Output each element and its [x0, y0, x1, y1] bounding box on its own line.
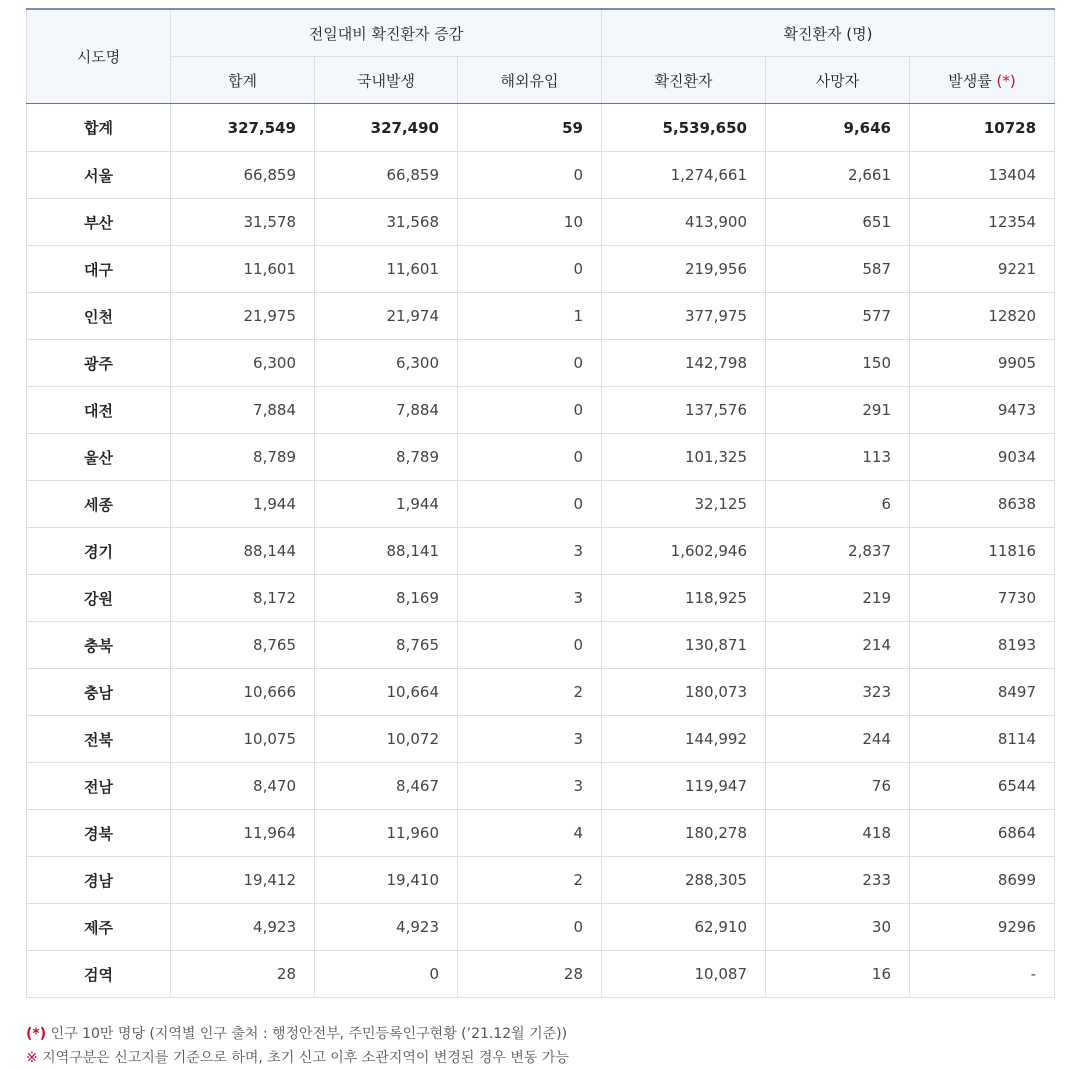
region-name-cell: 검역: [27, 951, 171, 998]
region-name-cell: 대구: [27, 246, 171, 293]
total-cell: 88,144: [171, 528, 315, 575]
total-cell: 19,412: [171, 857, 315, 904]
confirmed-group-header: 확진환자 (명): [602, 9, 1055, 57]
table-row: [27, 246, 1055, 293]
region-name-cell: 부산: [27, 199, 171, 246]
table-row: [27, 199, 1055, 246]
domestic-cell: 11,601: [315, 246, 458, 293]
total-cell: 10,075: [171, 716, 315, 763]
total-cell: 66,859: [171, 152, 315, 199]
deaths-column-header: 사망자: [766, 57, 910, 104]
region-column-header: 시도명: [27, 9, 171, 104]
deaths-cell: 214: [766, 622, 910, 669]
region-name-cell: 충북: [27, 622, 171, 669]
overseas-cell: 0: [458, 340, 602, 387]
region-name-cell: 울산: [27, 434, 171, 481]
table-row: [27, 810, 1055, 857]
domestic-cell: 19,410: [315, 857, 458, 904]
overseas-cell: 0: [458, 904, 602, 951]
region-name-cell: 경남: [27, 857, 171, 904]
incidence-cell: 10728: [910, 104, 1055, 152]
footnote-incidence: [26, 1022, 569, 1046]
covid-regional-table: [26, 8, 1055, 998]
total-cell: 327,549: [171, 104, 315, 152]
overseas-cell: 10: [458, 199, 602, 246]
overseas-cell: 0: [458, 152, 602, 199]
total-cell: 10,666: [171, 669, 315, 716]
domestic-cell: 21,974: [315, 293, 458, 340]
incidence-cell: 13404: [910, 152, 1055, 199]
overseas-cell: 4: [458, 810, 602, 857]
total-cell: 8,789: [171, 434, 315, 481]
total-cell: 11,964: [171, 810, 315, 857]
overseas-cell: 3: [458, 575, 602, 622]
confirmed-cell: 142,798: [602, 340, 766, 387]
region-name-cell: 경기: [27, 528, 171, 575]
table-row: [27, 716, 1055, 763]
deaths-cell: 2,837: [766, 528, 910, 575]
confirmed-cell: 118,925: [602, 575, 766, 622]
overseas-column-header: 해외유입: [458, 57, 602, 104]
domestic-cell: 1,944: [315, 481, 458, 528]
domestic-cell: 10,664: [315, 669, 458, 716]
total-cell: 8,765: [171, 622, 315, 669]
incidence-column-label: 발생률: [948, 71, 992, 90]
domestic-cell: 7,884: [315, 387, 458, 434]
overseas-cell: 2: [458, 669, 602, 716]
region-name-cell: 인천: [27, 293, 171, 340]
overseas-cell: 2: [458, 857, 602, 904]
total-cell: 7,884: [171, 387, 315, 434]
reference-mark-icon: ※: [26, 1050, 38, 1066]
region-name-cell: 광주: [27, 340, 171, 387]
table-row: [27, 575, 1055, 622]
deaths-cell: 150: [766, 340, 910, 387]
domestic-cell: 6,300: [315, 340, 458, 387]
domestic-cell: 8,169: [315, 575, 458, 622]
deaths-cell: 76: [766, 763, 910, 810]
overseas-cell: 0: [458, 481, 602, 528]
confirmed-cell: 101,325: [602, 434, 766, 481]
stats-table-container: [26, 8, 1054, 998]
overseas-cell: 0: [458, 622, 602, 669]
incidence-cell: 8193: [910, 622, 1055, 669]
region-name-cell: 전북: [27, 716, 171, 763]
deaths-cell: 16: [766, 951, 910, 998]
incidence-cell: 12354: [910, 199, 1055, 246]
deaths-cell: 6: [766, 481, 910, 528]
domestic-cell: 0: [315, 951, 458, 998]
deaths-cell: 587: [766, 246, 910, 293]
region-name-cell: 경북: [27, 810, 171, 857]
confirmed-cell: 119,947: [602, 763, 766, 810]
deaths-cell: 651: [766, 199, 910, 246]
incidence-cell: 12820: [910, 293, 1055, 340]
region-name-cell: 합계: [27, 104, 171, 152]
table-body: [27, 104, 1055, 998]
deaths-cell: 219: [766, 575, 910, 622]
total-cell: 8,172: [171, 575, 315, 622]
overseas-cell: 0: [458, 246, 602, 293]
confirmed-cell: 137,576: [602, 387, 766, 434]
overseas-cell: 3: [458, 716, 602, 763]
overseas-cell: 1: [458, 293, 602, 340]
confirmed-cell: 180,278: [602, 810, 766, 857]
table-row: [27, 904, 1055, 951]
region-name-cell: 제주: [27, 904, 171, 951]
table-row: [27, 857, 1055, 904]
table-row: [27, 669, 1055, 716]
footnotes: [26, 1022, 569, 1070]
table-row: [27, 528, 1055, 575]
overseas-cell: 28: [458, 951, 602, 998]
total-cell: 1,944: [171, 481, 315, 528]
deaths-cell: 577: [766, 293, 910, 340]
confirmed-cell: 288,305: [602, 857, 766, 904]
table-row: [27, 387, 1055, 434]
incidence-column-header: [910, 57, 1055, 104]
total-column-header: 합계: [171, 57, 315, 104]
overseas-cell: 3: [458, 528, 602, 575]
confirmed-cell: 62,910: [602, 904, 766, 951]
total-cell: 28: [171, 951, 315, 998]
confirmed-cell: 377,975: [602, 293, 766, 340]
table-header: [27, 9, 1055, 104]
confirmed-cell: 5,539,650: [602, 104, 766, 152]
daily-change-group-header: 전일대비 확진환자 증감: [171, 9, 602, 57]
deaths-cell: 323: [766, 669, 910, 716]
footnote-region-text: 지역구분은 신고지를 기준으로 하며, 초기 신고 이후 소관지역이 변경된 경우 변동 가능: [37, 1050, 569, 1066]
total-cell: 4,923: [171, 904, 315, 951]
deaths-cell: 418: [766, 810, 910, 857]
table-row: [27, 152, 1055, 199]
incidence-cell: 7730: [910, 575, 1055, 622]
incidence-cell: 9034: [910, 434, 1055, 481]
incidence-cell: 9221: [910, 246, 1055, 293]
total-cell: 31,578: [171, 199, 315, 246]
domestic-cell: 11,960: [315, 810, 458, 857]
confirmed-cell: 10,087: [602, 951, 766, 998]
deaths-cell: 233: [766, 857, 910, 904]
incidence-cell: 9905: [910, 340, 1055, 387]
table-row: [27, 434, 1055, 481]
incidence-cell: 9296: [910, 904, 1055, 951]
incidence-cell: 6864: [910, 810, 1055, 857]
domestic-cell: 8,789: [315, 434, 458, 481]
table-row: [27, 763, 1055, 810]
domestic-cell: 31,568: [315, 199, 458, 246]
overseas-cell: 0: [458, 434, 602, 481]
incidence-footnote-mark: (*): [996, 71, 1016, 90]
incidence-cell: 8699: [910, 857, 1055, 904]
table-row: [27, 622, 1055, 669]
incidence-cell: -: [910, 951, 1055, 998]
region-name-cell: 대전: [27, 387, 171, 434]
total-cell: 21,975: [171, 293, 315, 340]
table-total-row: [27, 104, 1055, 152]
domestic-column-header: 국내발생: [315, 57, 458, 104]
incidence-cell: 8497: [910, 669, 1055, 716]
table-row: [27, 481, 1055, 528]
overseas-cell: 59: [458, 104, 602, 152]
domestic-cell: 8,467: [315, 763, 458, 810]
domestic-cell: 8,765: [315, 622, 458, 669]
total-cell: 8,470: [171, 763, 315, 810]
region-name-cell: 서울: [27, 152, 171, 199]
domestic-cell: 66,859: [315, 152, 458, 199]
domestic-cell: 327,490: [315, 104, 458, 152]
deaths-cell: 9,646: [766, 104, 910, 152]
region-name-cell: 세종: [27, 481, 171, 528]
deaths-cell: 291: [766, 387, 910, 434]
domestic-cell: 88,141: [315, 528, 458, 575]
table-row: [27, 340, 1055, 387]
region-name-cell: 전남: [27, 763, 171, 810]
domestic-cell: 10,072: [315, 716, 458, 763]
incidence-cell: 6544: [910, 763, 1055, 810]
confirmed-cell: 1,602,946: [602, 528, 766, 575]
region-name-cell: 충남: [27, 669, 171, 716]
incidence-cell: 8638: [910, 481, 1055, 528]
deaths-cell: 113: [766, 434, 910, 481]
overseas-cell: 0: [458, 387, 602, 434]
footnote-incidence-text: 인구 10만 명당 (지역별 인구 출처 : 행정안전부, 주민등록인구현황 (’21.12월 기준)): [46, 1026, 568, 1042]
confirmed-cell: 144,992: [602, 716, 766, 763]
deaths-cell: 244: [766, 716, 910, 763]
incidence-cell: 9473: [910, 387, 1055, 434]
confirmed-cell: 180,073: [602, 669, 766, 716]
confirmed-cell: 219,956: [602, 246, 766, 293]
confirmed-column-header: 확진환자: [602, 57, 766, 104]
total-cell: 6,300: [171, 340, 315, 387]
table-row: [27, 951, 1055, 998]
incidence-cell: 8114: [910, 716, 1055, 763]
confirmed-cell: 413,900: [602, 199, 766, 246]
domestic-cell: 4,923: [315, 904, 458, 951]
deaths-cell: 30: [766, 904, 910, 951]
overseas-cell: 3: [458, 763, 602, 810]
region-name-cell: 강원: [27, 575, 171, 622]
deaths-cell: 2,661: [766, 152, 910, 199]
confirmed-cell: 32,125: [602, 481, 766, 528]
confirmed-cell: 1,274,661: [602, 152, 766, 199]
incidence-cell: 11816: [910, 528, 1055, 575]
table-row: [27, 293, 1055, 340]
footnote-region: [26, 1046, 569, 1070]
confirmed-cell: 130,871: [602, 622, 766, 669]
total-cell: 11,601: [171, 246, 315, 293]
footnote-incidence-mark: (*): [26, 1026, 47, 1042]
